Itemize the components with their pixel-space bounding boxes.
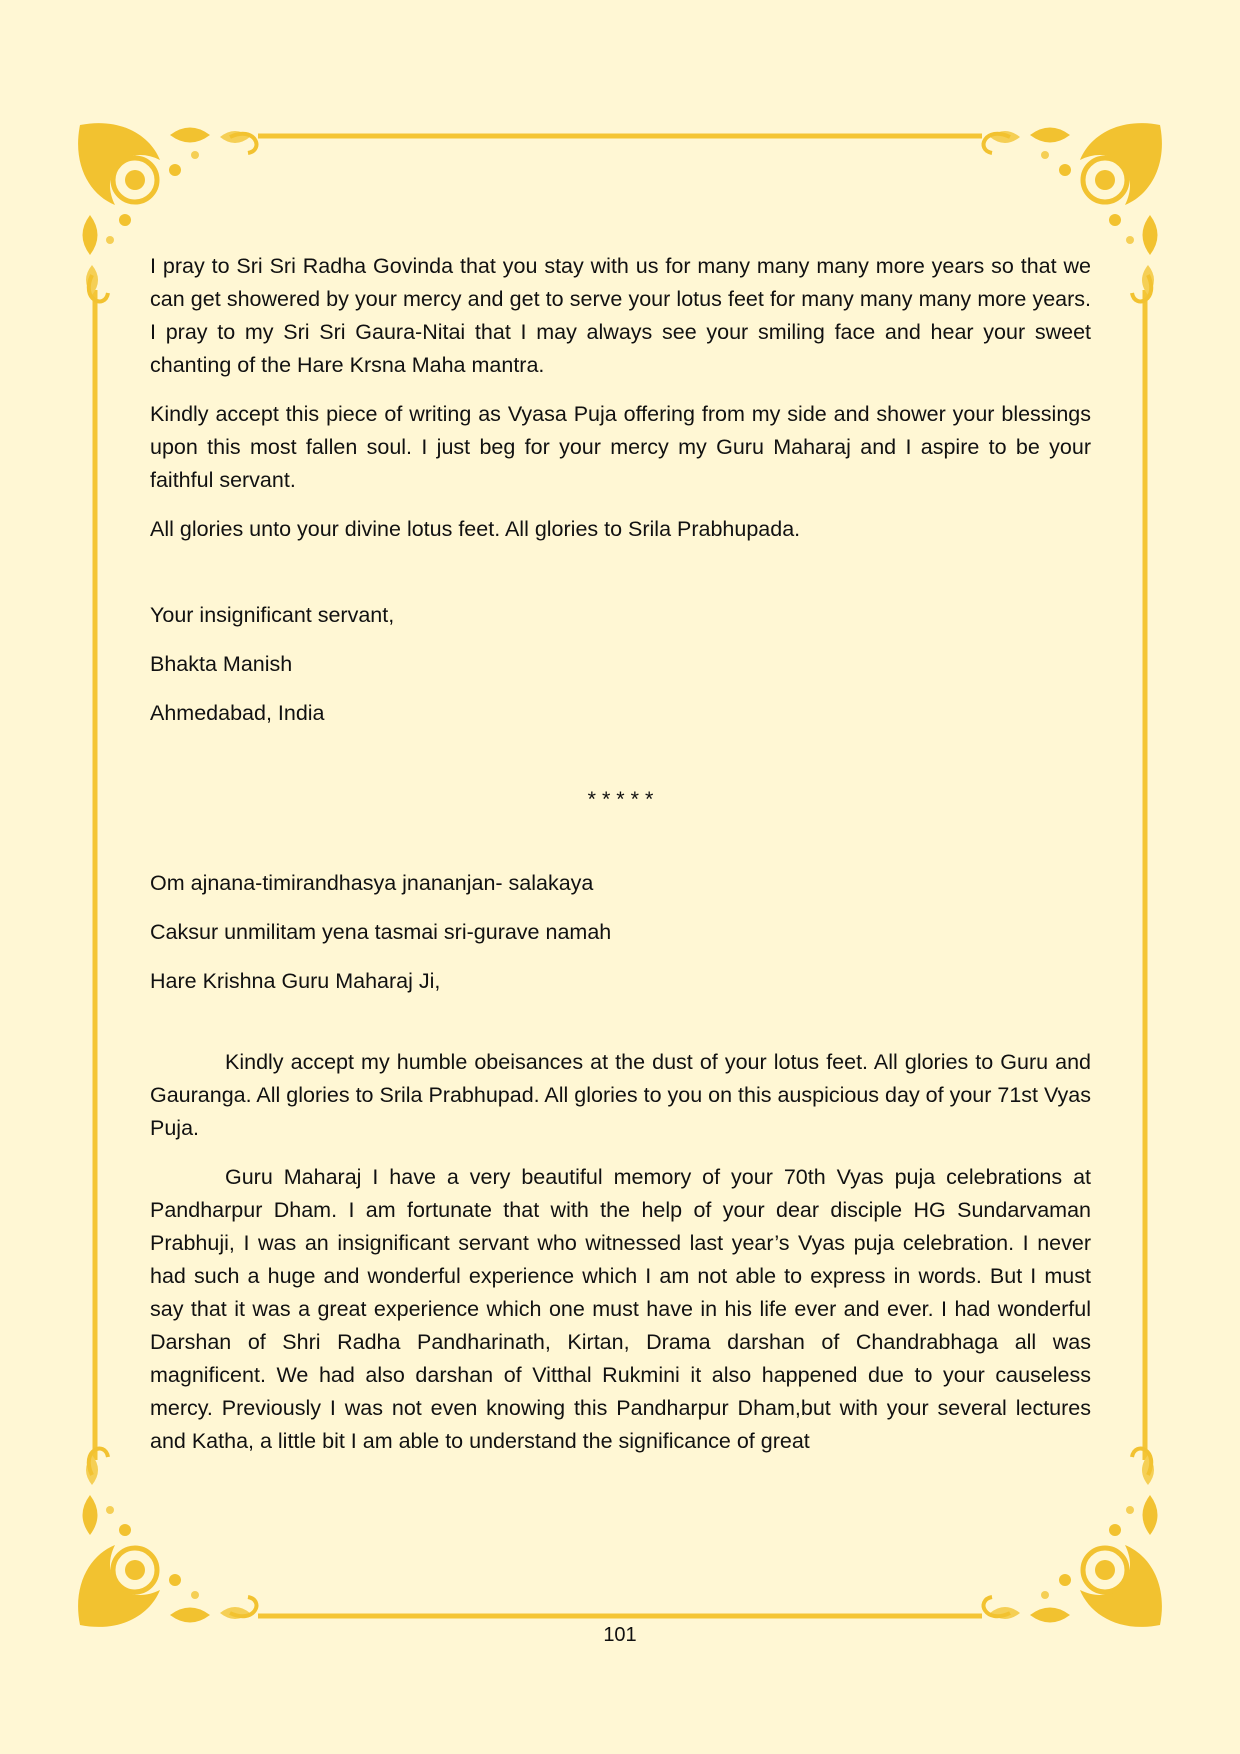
page-body — [150, 250, 1091, 1474]
paragraph: Guru Maharaj I have a very beautiful memory of your 70th Vyas puja celebrations at Pandharpur Dham. I am fortunate that with the help of your dear disciple HG Sundarvaman Prabhuji, I was an insignificant servant who witnessed last year’s Vyas puja celebration. I never had such a huge and wonderful experience which I am not able to express in words. But I must say that it was a great experience which one must have in his life ever and ever. I had wonderful Darshan of Shri Radha Pandharinath, Kirtan, Drama darshan of Chandrabhaga all was magnificent. We had also darshan of Vitthal Rukmini it also happened due to your causeless mercy. Previously I was not even knowing this Pandharpur Dham,but with your several lectures and Katha, a little bit I am able to understand the significance of great — [150, 1165, 1091, 1453]
corner-ornament-icon — [984, 1449, 1162, 1627]
invocation-line: Caksur unmilitam yena tasmai sri-gurave namah — [150, 920, 612, 944]
paragraph: I pray to Sri Sri Radha Govinda that you stay with us for many many many more years so that we can get showered by your mercy and get to serve your lotus feet for many many many more years. I pray to my Sri Sri Gaura-Nitai that I may always see your smiling face and hear your sweet chanting of the Hare Krsna Maha mantra. — [150, 254, 1091, 377]
signature-name: Bhakta Manish — [150, 652, 293, 676]
invocation-line: Om ajnana-timirandhasya jnananjan- salakaya — [150, 871, 594, 895]
salutation: Hare Krishna Guru Maharaj Ji, — [150, 969, 441, 993]
corner-ornament-icon — [78, 1449, 256, 1627]
page-number: 101 — [603, 1624, 637, 1646]
paragraph: All glories unto your divine lotus feet. All glories to Srila Prabhupada. — [150, 517, 801, 541]
section-separator: * * * * * — [587, 787, 654, 811]
signature-place: Ahmedabad, India — [150, 701, 325, 725]
signature-closing: Your insignificant servant, — [150, 603, 395, 627]
paragraph: Kindly accept this piece of writing as Vyasa Puja offering from my side and shower your blessings upon this most fallen soul. I just beg for your mercy my Guru Maharaj and I aspire to be your faithful servant. — [150, 402, 1091, 492]
paragraph: Kindly accept my humble obeisances at the dust of your lotus feet. All glories to Guru and Gauranga. All glories to Srila Prabhupad. All glories to you on this auspicious day of your 71st Vyas Puja. — [150, 1050, 1091, 1140]
